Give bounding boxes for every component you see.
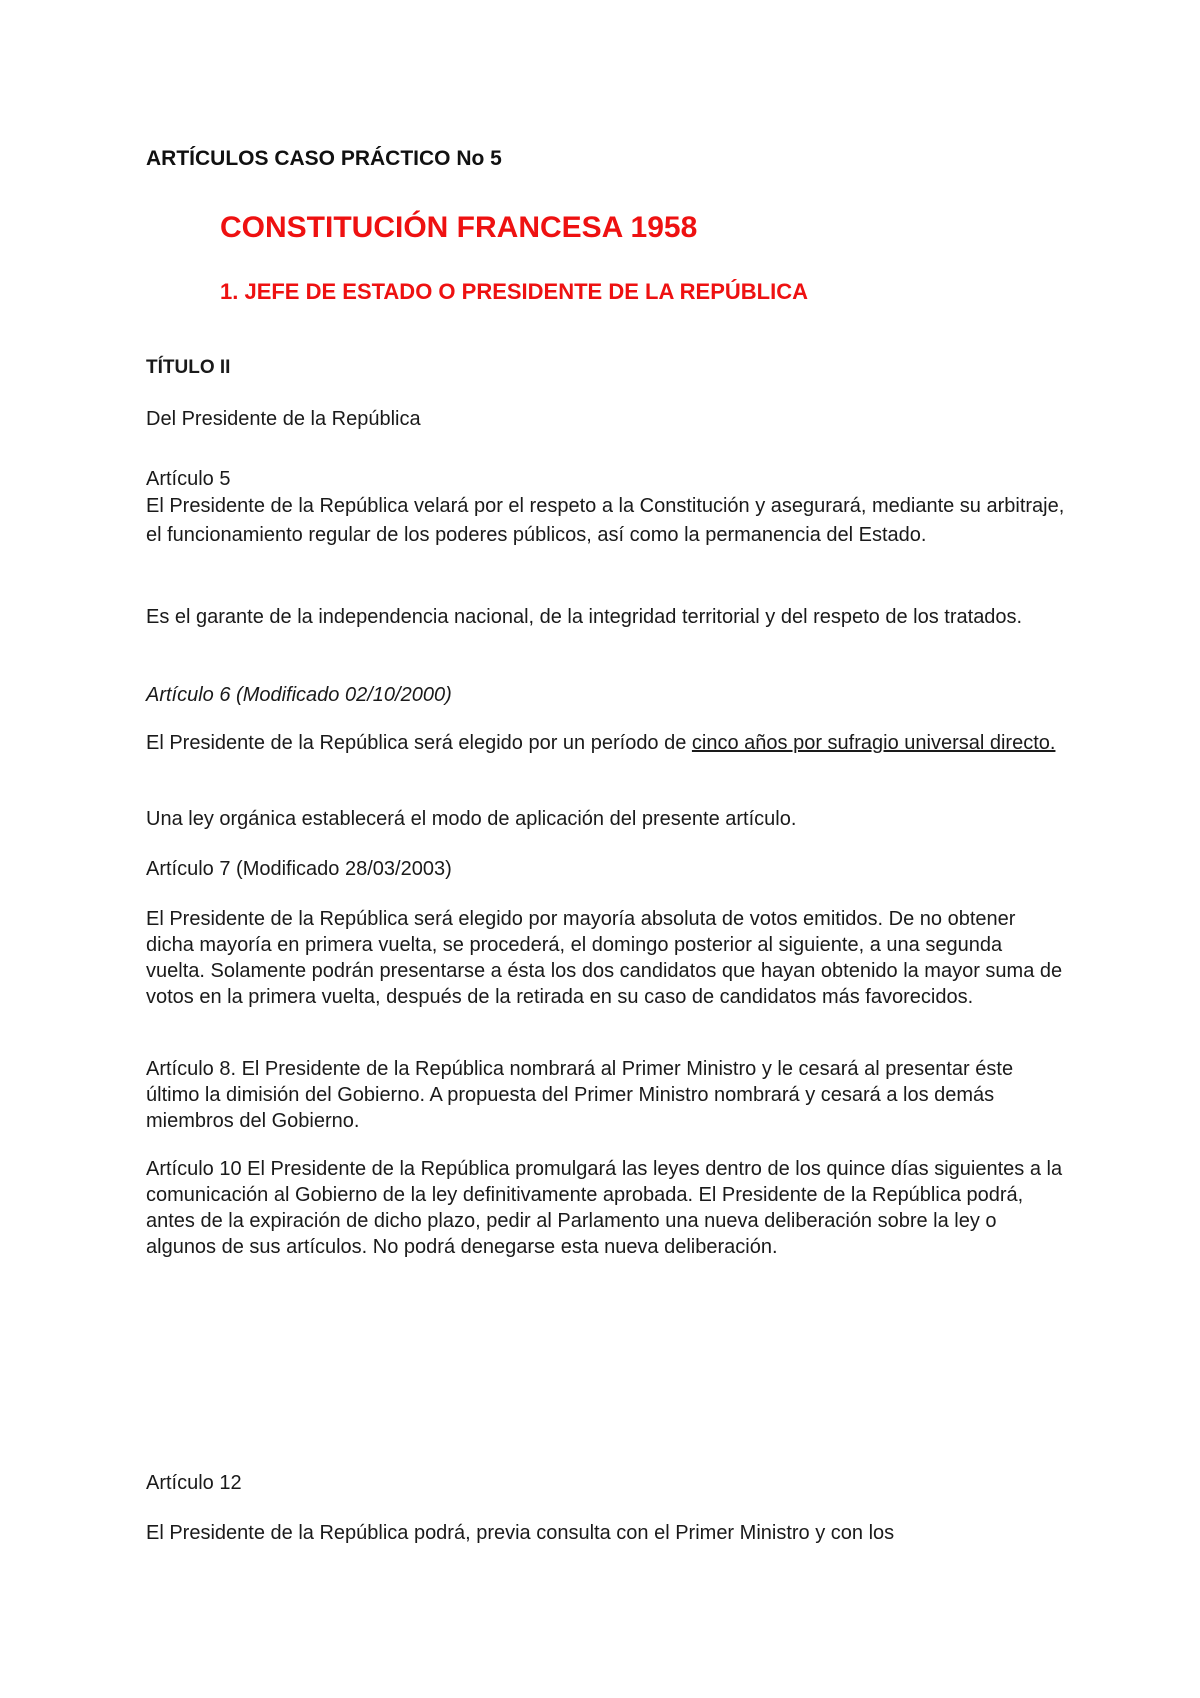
article-10-paragraph: Artículo 10 El Presidente de la República promulgará las leyes dentro de los quince días siguientes a la comunicación al Gobierno de la ley definitivamente aprobada. El Presidente de la República podrá, antes de la expiración de dicho plazo, pedir al Parlamento una nueva deliberación sobre la ley o algunos de sus artículos. No podrá denegarse esta nueva deliberación. [146, 1158, 1063, 1258]
titulo-subtitle: Del Presidente de la República [146, 408, 421, 430]
section-title: 1. JEFE DE ESTADO O PRESIDENTE DE LA REPÚBLICA [220, 279, 808, 304]
titulo-heading: TÍTULO II [146, 357, 231, 378]
article-8-paragraph: Artículo 8. El Presidente de la República nombrará al Primer Ministro y le cesará al presentar éste último la dimisión del Gobierno. A propuesta del Primer Ministro nombrará y cesará a los demás miembros del Gobierno. [146, 1058, 1014, 1132]
article-6-text: El Presidente de la República será elegido por un período de [146, 732, 692, 754]
article-5-heading: Artículo 5 [146, 468, 231, 490]
article-6-heading: Artículo 6 (Modificado 02/10/2000) [146, 684, 452, 706]
constitution-title: CONSTITUCIÓN FRANCESA 1958 [220, 211, 698, 244]
article-12-heading: Artículo 12 [146, 1472, 242, 1494]
article-5-paragraph-1: El Presidente de la República velará por el respeto a la Constitución y asegurará, mediante su arbitraje, el funcionamiento regular de los poderes públicos, así como la permanencia del Estado. [146, 495, 1065, 546]
article-7-paragraph-1: El Presidente de la República será elegido por mayoría absoluta de votos emitidos. De no obtener dicha mayoría en primera vuelta, se procederá, el domingo posterior al siguiente, a una segunda vuelta. Solamente podrán presentarse a ésta los dos candidatos que hayan obtenido la mayor suma de votos en la primera vuelta, después de la retirada en su caso de candidatos más favorecidos. [146, 908, 1063, 1008]
article-7-heading: Artículo 7 (Modificado 28/03/2003) [146, 858, 452, 880]
article-6-paragraph-2: Una ley orgánica establecerá el modo de aplicación del presente artículo. [146, 808, 797, 830]
article-5-paragraph-2: Es el garante de la independencia nacional, de la integridad territorial y del respeto de los tratados. [146, 606, 1023, 628]
article-12-paragraph-1: El Presidente de la República podrá, previa consulta con el Primer Ministro y con los [146, 1522, 895, 1544]
article-6-paragraph-1 [146, 730, 1066, 756]
article-6-underlined-text: cinco años por sufragio universal directo. [691, 732, 1056, 754]
document-title: ARTÍCULOS CASO PRÁCTICO No 5 [146, 147, 502, 170]
